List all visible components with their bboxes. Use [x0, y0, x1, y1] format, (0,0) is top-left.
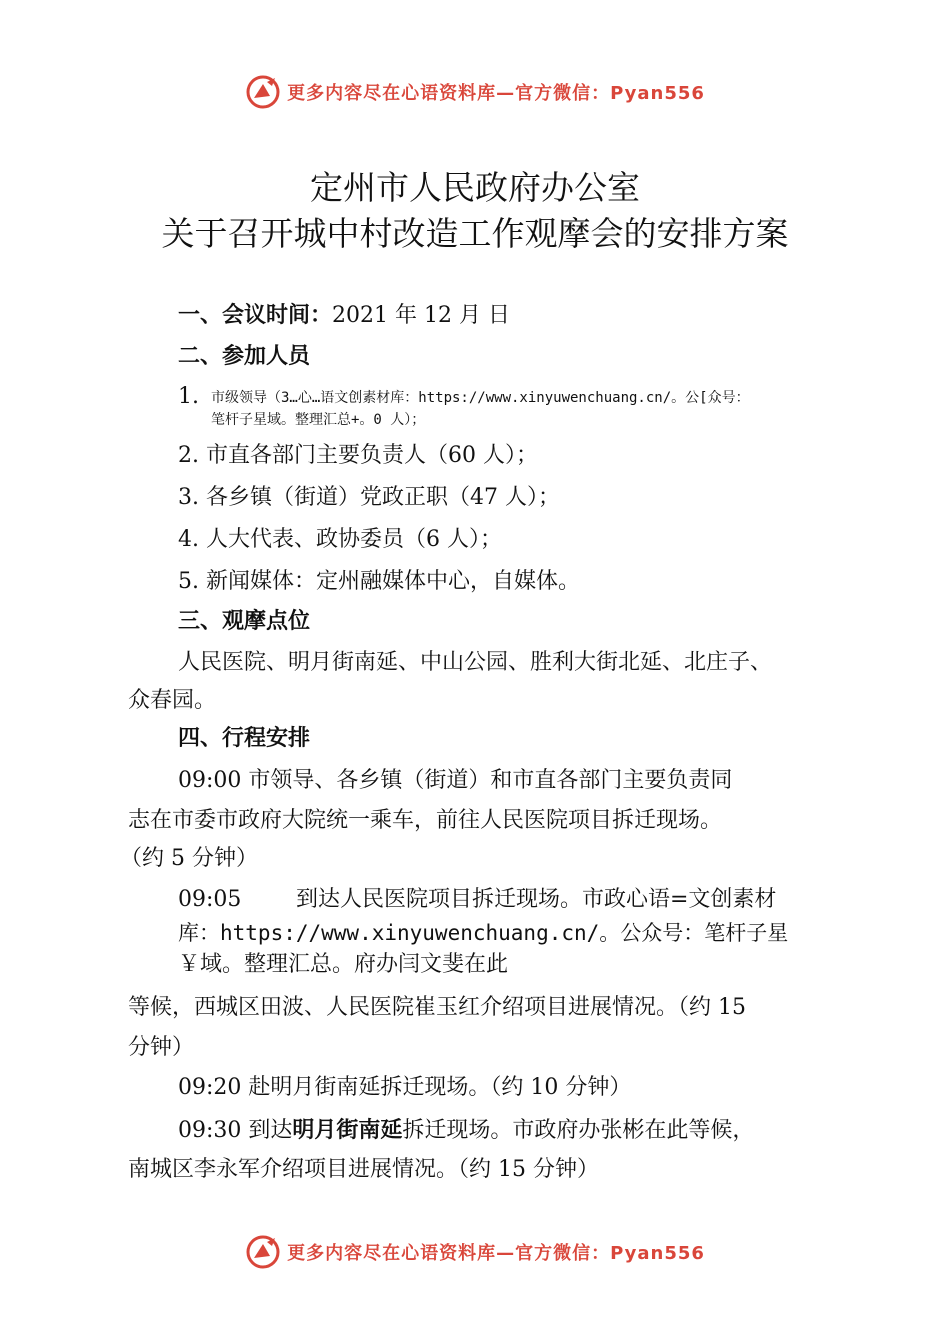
section3-heading: 三、观摩点位 [178, 609, 311, 634]
document-title-line1: 定州市人民政府办公室 [310, 168, 640, 207]
logo-icon [245, 74, 281, 110]
p3: 09:20 赴明月街南延拆迁现场。（约 10 分钟） [178, 1075, 632, 1100]
p2-line2: 库：https://www.xinyuwenchuang.cn/。公众号：笔杆子星 [178, 921, 789, 945]
logo-icon [245, 1234, 281, 1270]
p2-time: 09:05 [178, 887, 242, 912]
footer-banner [0, 1232, 950, 1272]
banner-text: 更多内容尽在心语资料库—官方微信：Pyan556 [287, 83, 705, 104]
p1-line2: 志在市委市政府大院统一乘车，前往人民医院项目拆迁现场。 [128, 808, 723, 833]
p4-line2: 南城区李永军介绍项目进展情况。（约 15 分钟） [128, 1157, 599, 1182]
header-banner [0, 72, 950, 112]
p4-line1 [178, 1115, 754, 1146]
p2-line1: 到达人民医院项目拆迁现场。市政心语=文创素材 [296, 887, 777, 912]
section3-line2: 众春园。 [128, 688, 217, 713]
item4: 4. 人大代表、政协委员（6 人）； [178, 527, 502, 552]
section-meeting-time [178, 301, 510, 331]
p1-line1: 09:00 市领导、各乡镇（街道）和市直各部门主要负责同 [178, 768, 733, 793]
item1-line2: 笔杆子星域。整理汇总+。0 人）； [211, 412, 426, 428]
p4-suffix: 拆迁现场。市政府办张彬在此等候， [402, 1118, 755, 1143]
banner-text: 更多内容尽在心语资料库—官方微信：Pyan556 [287, 1243, 705, 1264]
p2-line4: 等候，西城区田波、人民医院崔玉红介绍项目进展情况。（约 15 [128, 995, 746, 1020]
item1-line1: 市级领导（3…心…语文创素材库：https://www.xinyuwenchuang.cn/。公[众号： [211, 390, 750, 406]
section2-heading: 二、参加人员 [178, 344, 311, 369]
p4-bold-location: 明月街南延 [292, 1117, 403, 1143]
document-title-line2: 关于召开城中村改造工作观摩会的安排方案 [161, 214, 789, 253]
item5: 5. 新闻媒体：定州融媒体中心，自媒体。 [178, 569, 580, 594]
section4-heading: 四、行程安排 [178, 726, 311, 751]
section1-value: 2021 年 12 月 日 [332, 303, 510, 328]
p1-line3: （约 5 分钟） [120, 846, 258, 871]
p4-prefix: 09:30 到达 [178, 1118, 293, 1143]
item2: 2. 市直各部门主要负责人（60 人）； [178, 443, 538, 468]
section1-heading: 一、会议时间： [178, 303, 333, 328]
item1-number: 1. [178, 384, 199, 409]
item3: 3. 各乡镇（街道）党政正职（47 人）； [178, 485, 560, 510]
p2-line5: 分钟） [128, 1035, 195, 1060]
p2-line3: ￥域。整理汇总。府办闫文斐在此 [178, 952, 509, 977]
section3-line1: 人民医院、明月街南延、中山公园、胜利大街北延、北庄子、 [178, 650, 773, 675]
